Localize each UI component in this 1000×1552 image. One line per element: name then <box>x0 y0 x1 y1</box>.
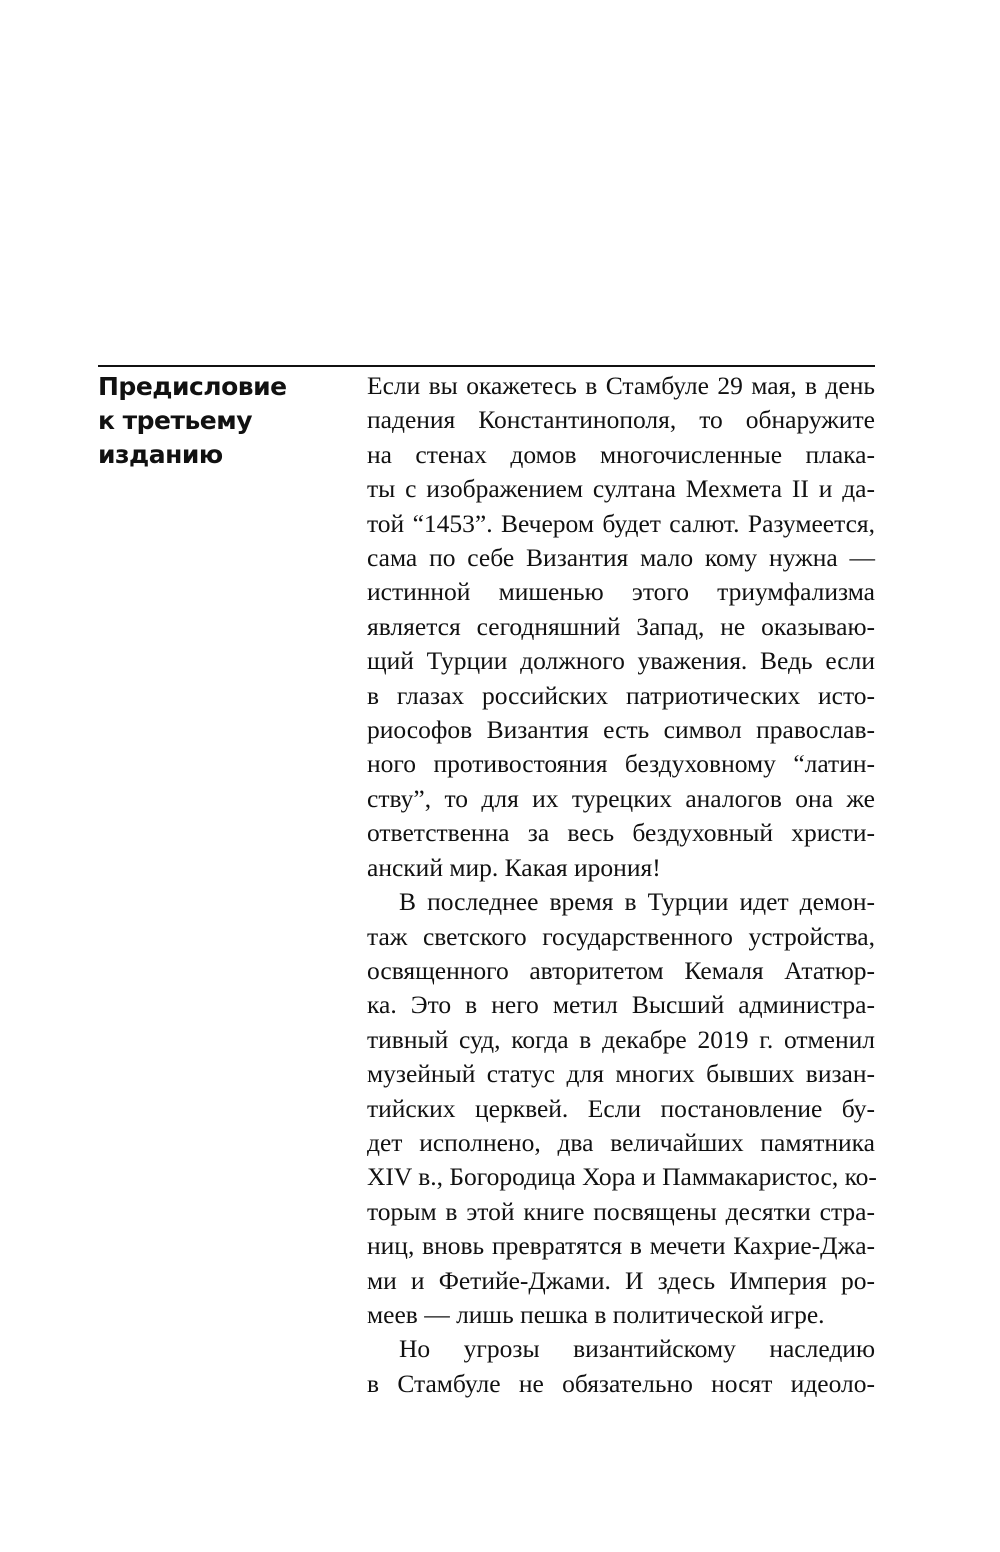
text-line: XIV в., Богородица Хора и Паммакаристос, ко- <box>367 1162 877 1192</box>
section-heading-line: Предисловие <box>98 372 287 401</box>
text-line: ству”, то для их турецких аналогов она же <box>367 783 875 813</box>
text-line: ка. Это в него метил Высший администра- <box>367 990 875 1020</box>
text-line: на стенах домов многочисленные плака- <box>367 439 875 469</box>
header-rule <box>98 365 875 367</box>
text-line: тийских церквей. Если постановление бу- <box>367 1093 875 1123</box>
text-line: анский мир. Какая ирония! <box>367 852 661 882</box>
section-heading-line: к третьему <box>98 406 252 435</box>
text-line: Если вы окажетесь в Стамбуле 29 мая, в день <box>367 371 875 400</box>
text-line: сама по себе Византия мало кому нужна — <box>367 543 875 573</box>
text-line: риософов Византия есть символ православ- <box>367 715 875 745</box>
text-line: в глазах российских патриотических исто- <box>367 680 875 710</box>
text-line: той “1453”. Вечером будет салют. Разумеется, <box>367 508 875 538</box>
text-line: является сегодняшний Запад, не оказываю- <box>367 611 875 641</box>
text-line: торым в этой книге посвящены десятки стра- <box>367 1196 875 1226</box>
text-line: ного противостояния бездуховному “латин- <box>367 749 875 779</box>
text-line: В последнее время в Турции идет демон- <box>399 887 875 917</box>
text-line: Но угрозы византийскому наследию <box>399 1334 875 1364</box>
body-text <box>367 369 875 1401</box>
text-line: падения Константинополя, то обнаружите <box>367 405 875 435</box>
section-heading-line: изданию <box>98 440 223 469</box>
text-line: ты с изображением султана Мехмета II и да- <box>367 474 875 504</box>
text-line: освященного авторитетом Кемаля Ататюр- <box>367 955 875 985</box>
text-line: тивный суд, когда в декабре 2019 г. отменил <box>367 1024 875 1054</box>
section-heading <box>98 370 338 472</box>
text-line: музейный статус для многих бывших визан- <box>367 1059 875 1089</box>
text-line: ниц, вновь превратятся в мечети Кахрие-Джа- <box>367 1231 875 1261</box>
text-line: в Стамбуле не обязательно носят идеоло- <box>367 1368 875 1398</box>
text-line: дет исполнено, два величайших памятника <box>367 1127 875 1157</box>
text-line: ми и Фетийе-Джами. И здесь Империя ро- <box>367 1265 875 1295</box>
text-line: ответственна за весь бездуховный христи- <box>367 818 875 848</box>
text-line: истинной мишенью этого триумфализма <box>367 577 875 607</box>
text-line: таж светского государственного устройства, <box>367 921 875 951</box>
text-line: щий Турции должного уважения. Ведь если <box>367 646 875 676</box>
text-line: меев — лишь пешка в политической игре. <box>367 1299 825 1329</box>
